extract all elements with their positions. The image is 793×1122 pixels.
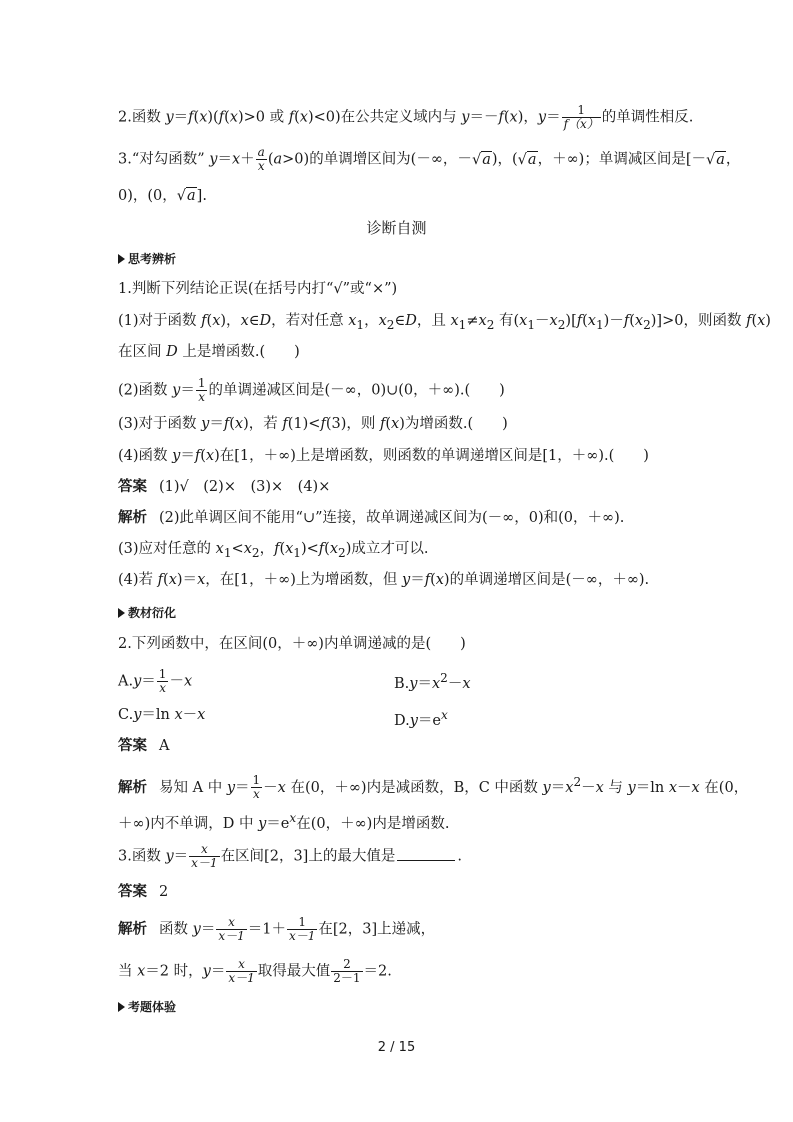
fraction: $\frac{1}{x}$ [252, 773, 261, 802]
sqrt-symbol: √a [705, 151, 725, 168]
fraction: $\frac{1}{x}$ [197, 376, 206, 404]
question-3: 3.函数 y＝ $\frac{x}{x-1}$ 在区间[2，3]上的最大值是 . [118, 842, 462, 870]
question-1-item-4: (4)函数 y＝f(x)在[1，＋∞)上是增函数，则函数的单调递增区间是[1，＋∞).( ) [118, 448, 649, 464]
triangle-bullet-icon [118, 608, 125, 618]
question-1-item-3: (3)对于函数 y＝f(x)，若 f(1)<f(3)，则 f(x)为增函数.( ) [118, 416, 508, 432]
option-c: C.y＝ln x－x [118, 707, 206, 723]
explanation-3-line-2: 当 x＝2 时，y＝ $\frac{x}{x-1}$ 取得最大值 $\frac{2}{2-1}$ ＝2. [118, 957, 392, 985]
option-b: $B.y=x^2-x$ [394, 671, 471, 692]
question-1-item-1-line-2: 在区间 D 上是增函数.( ) [118, 344, 300, 360]
triangle-bullet-icon [118, 1002, 125, 1012]
triangle-bullet-icon [118, 254, 125, 264]
section-header-exam: 考题体验 [118, 998, 176, 1015]
sqrt-symbol: √a [517, 151, 537, 168]
fraction: $\frac{1}{x-1}$ [288, 915, 316, 943]
question-1-item-2: (2)函数 y＝ $\frac{1}{x}$ 的单调递减区间是(－∞，0)∪(0，＋∞).( ) [118, 376, 505, 404]
fraction: $\frac{x}{x-1}$ [218, 915, 245, 943]
page-number: 2 / 15 [377, 1040, 416, 1055]
fraction: $\frac{x}{x-1}$ [191, 842, 218, 870]
fraction: $\frac{1}{f(x)}$ [563, 103, 599, 131]
question-1-stem: 1.判断下列结论正误(在括号内打“√”或“×”) [118, 281, 398, 297]
answer-1: 答案 (1)√ (2)× (3)× (4)× [118, 478, 331, 495]
question-2-stem: 2.下列函数中，在区间(0，＋∞)内单调递减的是( ) [118, 636, 466, 652]
fraction: $\frac{2}{2-1}$ [333, 957, 361, 985]
question-1-item-1: (1)对于函数 f(x)，x∈D，若对任意 $x_1$，$x_2\in D$，且 $x_1\ne x_2$ 有$(x_1-x_2)[f(x_1)-f(x_2)]>0$，则函数 f(x) [118, 313, 771, 332]
explanation-2-line-1: 解析 易知 A 中 y＝ $\frac{1}{x}$ －x 在(0，＋∞)内是减函数，B，C 中函数 $y=x^2-x$ 与 y＝ln x－x 在(0， [118, 773, 749, 802]
explanation-1-line-3: (4)若 f(x)＝x，在[1，＋∞)上为增函数，但 y＝f(x)的单调递增区间是(－∞，＋∞). [118, 572, 650, 588]
sqrt-symbol: √a [471, 151, 491, 168]
explanation-1-line-2: (3)应对任意的 $x_1<x_2$，$f(x_1)<f(x_2)$成立才可以. [118, 541, 429, 560]
fraction: $\frac{a}{x}$ [257, 145, 265, 173]
property-2-line: 2.函数 y＝f(x)(f(x)>0 或 f(x)<0)在公共定义域内与 y＝－f(x)，y＝ $\frac{1}{f(x)}$ 的单调性相反. [118, 103, 694, 131]
answer-3: 答案 2 [118, 883, 169, 900]
property-3-line-2: 0)，(0，√a]. [118, 188, 207, 204]
option-d: $D.y=e^x$ [394, 708, 448, 729]
answer-blank [397, 860, 455, 861]
section-header-textbook: 教材衍化 [118, 604, 176, 621]
option-a: A.y＝ $\frac{1}{x}$ －x [118, 667, 193, 695]
answer-2: 答案 A [118, 737, 170, 754]
fraction: $\frac{x}{x-1}$ [228, 957, 255, 985]
explanation-1-line-1: 解析 (2)此单调区间不能用“∪”连接，故单调递减区间为(－∞，0)和(0，＋∞). [118, 509, 625, 526]
section-header-thinking: 思考辨析 [118, 250, 176, 267]
explanation-2-line-2: ＋∞)内不单调，D 中 $y=e^x$在(0，＋∞)内是增函数. [118, 811, 450, 832]
property-3-line: 3.“对勾函数” y＝x＋ $\frac{a}{x}$ (a>0)的单调增区间为(－∞，－√a)，(√a，＋∞)；单调减区间是[－√a， [118, 145, 741, 173]
sqrt-symbol: √a [176, 188, 196, 204]
explanation-3-line-1: 解析 函数 y＝ $\frac{x}{x-1}$ ＝1＋ $\frac{1}{x-1}$ 在[2，3]上递减， [118, 915, 436, 943]
fraction: $\frac{1}{x}$ [158, 667, 167, 695]
section-title: 诊断自测 [366, 219, 427, 237]
